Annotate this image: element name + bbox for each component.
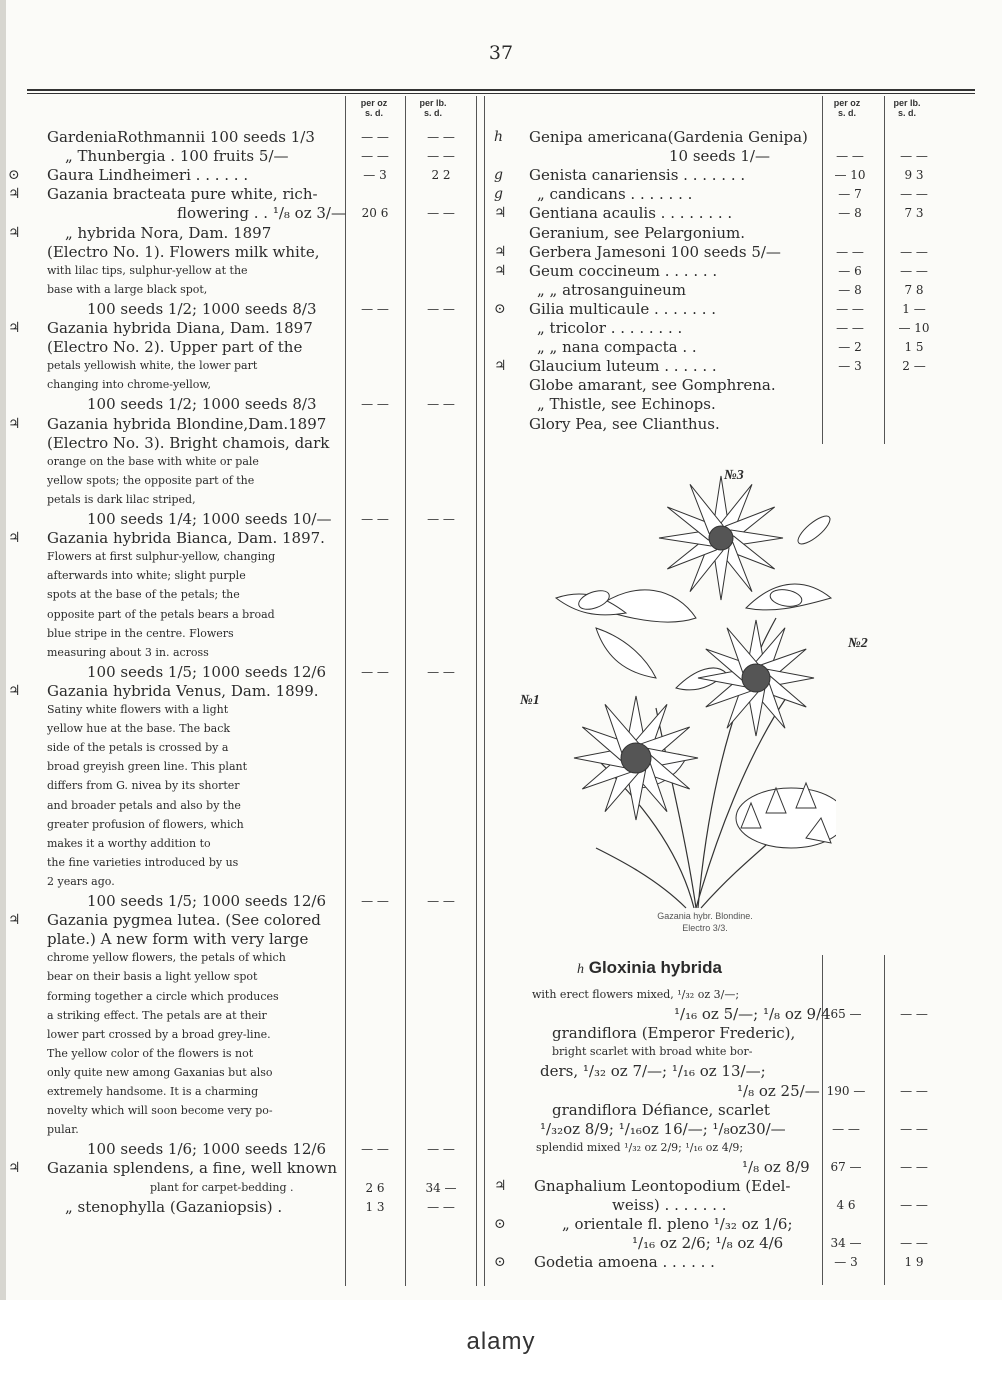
right-oz-header: per oz s. d. bbox=[833, 98, 861, 118]
price-per-oz: — 3 bbox=[363, 168, 387, 183]
entry-text: and broader petals and also by the bbox=[47, 798, 241, 812]
price-per-oz: — 2 bbox=[838, 340, 862, 355]
life-cycle-symbol: g bbox=[494, 186, 503, 203]
price-per-lb: — — bbox=[900, 1007, 928, 1022]
price-per-oz: — 10 bbox=[834, 168, 866, 183]
life-cycle-symbol: ♃ bbox=[494, 262, 507, 279]
life-cycle-symbol: ⊙ bbox=[8, 167, 20, 184]
entry-text: ¹/₈ oz 25/— bbox=[737, 1081, 820, 1100]
entry-text: „ stenophylla (Gazaniopsis) . bbox=[65, 1197, 283, 1216]
entry-text: plant for carpet-bedding . bbox=[150, 1180, 294, 1194]
entry-text: „ Thistle, see Echinops. bbox=[537, 395, 716, 414]
rule bbox=[345, 96, 346, 1286]
entry-text: extremely handsome. It is a charming bbox=[47, 1085, 259, 1098]
entry-text: Gazania bracteata pure white, rich- bbox=[47, 185, 318, 204]
header-rule bbox=[27, 89, 975, 91]
price-per-lb: 1 5 bbox=[904, 340, 924, 355]
entry-text: „ „ nana compacta . . bbox=[537, 338, 697, 357]
entry-text: 100 seeds 1/5; 1000 seeds 12/6 bbox=[87, 892, 327, 910]
price-per-oz: — — bbox=[836, 149, 864, 164]
price-per-lb: 9 3 bbox=[904, 168, 924, 183]
entry-text: bright scarlet with broad white bor- bbox=[552, 1045, 753, 1059]
price-per-lb: 2 2 bbox=[431, 168, 451, 183]
price-per-oz: 4 6 bbox=[836, 1198, 856, 1213]
life-cycle-symbol: ♃ bbox=[8, 186, 21, 203]
entry-text: Gazania hybrida Diana, Dam. 1897 bbox=[47, 319, 313, 337]
entry-text: Gazania pygmea lutea. (See colored bbox=[47, 911, 321, 930]
entry-text: „ Thunbergia . 100 fruits 5/— bbox=[65, 147, 289, 166]
entry-text: Globe amarant, see Gomphrena. bbox=[529, 376, 776, 395]
entry-text: bear on their basis a light yellow spot bbox=[47, 970, 258, 984]
illustration-caption: Gazania hybr. Blondine. Electro 3/3. bbox=[657, 911, 753, 933]
entry-text: orange on the base with white or pale bbox=[47, 454, 259, 468]
illustration-label-1: №1 bbox=[520, 693, 540, 708]
entry-text: grandiflora (Emperor Frederic), bbox=[552, 1024, 796, 1043]
price-per-lb: — — bbox=[900, 1159, 928, 1174]
rule bbox=[484, 96, 485, 1286]
entry-text: the fine varieties introduced by us bbox=[47, 855, 239, 869]
entry-text: (Electro No. 2). Upper part of the bbox=[47, 338, 303, 357]
price-per-oz: 67 — bbox=[830, 1159, 862, 1174]
price-per-lb: — — bbox=[427, 397, 455, 412]
entry-text: changing into chrome-yellow, bbox=[47, 378, 211, 392]
entry-text: Gentiana acaulis . . . . . . . . bbox=[529, 204, 733, 223]
price-per-lb: — — bbox=[900, 1083, 928, 1098]
price-per-oz: — — bbox=[361, 512, 389, 526]
entry-text: petals is dark lilac striped, bbox=[47, 492, 196, 506]
price-per-lb: — — bbox=[900, 1198, 928, 1213]
price-per-oz: — 3 bbox=[834, 1255, 858, 1270]
price-per-lb: — 10 bbox=[898, 321, 930, 335]
price-per-lb: — — bbox=[427, 130, 455, 144]
price-per-lb: 7 8 bbox=[904, 282, 924, 297]
price-per-oz: 34 — bbox=[830, 1236, 862, 1251]
price-per-oz: — — bbox=[836, 301, 864, 316]
entry-text: yellow hue at the base. The back bbox=[47, 722, 231, 736]
life-cycle-symbol: ♃ bbox=[8, 415, 21, 432]
entry-text: Gazania splendens, a fine, well known bbox=[47, 1159, 338, 1178]
entry-text: petals yellowish white, the lower part bbox=[47, 359, 258, 373]
right-lb-header: per lb. s. d. bbox=[893, 98, 921, 118]
price-per-lb: — — bbox=[900, 187, 928, 202]
entry-text: splendid mixed ¹/₃₂ oz 2/9; ¹/₁₆ oz 4/9; bbox=[536, 1140, 744, 1154]
entry-text: 100 seeds 1/2; 1000 seeds 8/3 bbox=[87, 395, 317, 414]
price-per-lb: 1 — bbox=[902, 301, 926, 316]
entry-text: weiss) . . . . . . . bbox=[612, 1196, 727, 1215]
entry-text: a striking effect. The petals are at their bbox=[47, 1008, 267, 1022]
price-per-lb: — — bbox=[900, 1236, 928, 1251]
entry-text: Glory Pea, see Clianthus. bbox=[529, 414, 720, 433]
header-rule-thin bbox=[27, 93, 975, 94]
entry-text: broad greyish green line. This plant bbox=[47, 760, 248, 774]
entry-text: ¹/₁₆ oz 2/6; ¹/₈ oz 4/6 bbox=[632, 1234, 784, 1253]
entry-text: 100 seeds 1/5; 1000 seeds 12/6 bbox=[87, 662, 327, 681]
entry-text: 2 years ago. bbox=[47, 874, 115, 888]
entry-text: makes it a worthy addition to bbox=[47, 836, 211, 850]
entry-text: (Electro No. 3). Bright chamois, dark bbox=[47, 433, 330, 452]
entry-text: „ orientale fl. pleno ¹/₃₂ oz 1/6; bbox=[562, 1215, 793, 1234]
illustration-label-3: №3 bbox=[724, 468, 744, 483]
entry-text: ¹/₈ oz 8/9 bbox=[742, 1157, 810, 1176]
price-per-oz: — — bbox=[361, 397, 389, 412]
entry-text: Godetia amoena . . . . . . bbox=[534, 1253, 715, 1272]
entry-text: lower part crossed by a broad grey-line. bbox=[47, 1027, 271, 1041]
small-plant bbox=[736, 783, 836, 848]
life-cycle-symbol: ♃ bbox=[8, 530, 21, 547]
price-per-oz: — 6 bbox=[838, 263, 862, 278]
life-cycle-symbol: ♃ bbox=[8, 224, 21, 241]
life-cycle-symbol: ⊙ bbox=[494, 1254, 506, 1271]
life-cycle-symbol: ♃ bbox=[8, 682, 21, 699]
gazania-illustration bbox=[536, 458, 836, 914]
flower-no2 bbox=[698, 620, 814, 736]
entry-text: Genista canariensis . . . . . . . bbox=[529, 166, 746, 185]
gloxinia-heading: h Gloxinia hybrida bbox=[577, 958, 722, 977]
price-per-lb: — — bbox=[900, 149, 928, 164]
entry-text: measuring about 3 in. across bbox=[47, 645, 209, 659]
price-per-oz: — 8 bbox=[838, 282, 862, 297]
entry-text: spots at the base of the petals; the bbox=[47, 588, 240, 602]
life-cycle-symbol: ♃ bbox=[494, 205, 507, 222]
price-per-lb: — — bbox=[427, 1199, 455, 1214]
entry-text: 100 seeds 1/2; 1000 seeds 8/3 bbox=[87, 299, 317, 318]
entry-text: „ „ atrosanguineum bbox=[537, 280, 687, 299]
entry-text: Gazania hybrida Blondine,Dam.1897 bbox=[47, 414, 327, 433]
entry-text: Flowers at first sulphur-yellow, changing bbox=[47, 550, 276, 564]
entry-text: flowering . . ¹/₈ oz 3/— bbox=[177, 204, 346, 223]
price-per-lb: 7 3 bbox=[904, 206, 924, 221]
entry-text: Satiny white flowers with a light bbox=[47, 703, 229, 716]
life-cycle-symbol: g bbox=[494, 167, 503, 184]
entry-text: „ hybrida Nora, Dam. 1897 bbox=[65, 223, 272, 242]
life-cycle-symbol: ⊙ bbox=[494, 1216, 506, 1233]
flower-no1 bbox=[574, 696, 698, 820]
price-per-lb: — — bbox=[900, 263, 928, 278]
price-per-oz: 2 6 bbox=[365, 1180, 385, 1195]
price-per-oz: — 7 bbox=[838, 187, 862, 202]
flower-no3 bbox=[659, 476, 783, 600]
life-cycle-symbol: h bbox=[494, 129, 504, 145]
price-per-oz: 1 3 bbox=[365, 1199, 385, 1214]
price-per-oz: — 8 bbox=[838, 206, 862, 221]
entry-text: Gaura Lindheimeri . . . . . . bbox=[47, 166, 249, 185]
price-per-lb: — — bbox=[900, 1121, 928, 1136]
price-per-lb: 1 9 bbox=[904, 1255, 924, 1270]
price-per-oz: 20 6 bbox=[361, 206, 389, 221]
entry-text: Gazania hybrida Bianca, Dam. 1897. bbox=[47, 529, 325, 548]
price-per-oz: — — bbox=[832, 1121, 860, 1136]
entry-text: ¹/₁₆ oz 5/—; ¹/₈ oz 9/4 bbox=[674, 1005, 831, 1024]
entry-text: 10 seeds 1/— bbox=[669, 147, 770, 166]
price-per-lb: — — bbox=[427, 894, 455, 908]
entry-text: The yellow color of the flowers is not bbox=[47, 1046, 254, 1060]
rule bbox=[476, 96, 477, 1286]
left-oz-header: per oz s. d. bbox=[360, 98, 388, 118]
entry-text: with erect flowers mixed, ¹/₃₂ oz 3/—; bbox=[532, 988, 740, 1001]
price-per-lb: 2 — bbox=[902, 359, 926, 374]
entry-text: GardeniaRothmannii 100 seeds 1/3 bbox=[47, 128, 315, 146]
price-per-lb: — — bbox=[427, 301, 455, 316]
entry-text: Gazania hybrida Venus, Dam. 1899. bbox=[47, 681, 319, 700]
stem bbox=[596, 848, 686, 908]
leaf bbox=[596, 628, 656, 678]
price-per-oz: — — bbox=[361, 1142, 389, 1157]
life-cycle-symbol: ♃ bbox=[494, 1178, 507, 1194]
illustration-label-2: №2 bbox=[848, 636, 868, 651]
life-cycle-symbol: ♃ bbox=[494, 358, 507, 375]
entry-text: afterwards into white; slight purple bbox=[47, 569, 246, 583]
entry-text: Geranium, see Pelargonium. bbox=[529, 223, 746, 242]
entry-text: Gnaphalium Leontopodium (Edel- bbox=[534, 1177, 791, 1195]
entry-text: Gilia multicaule . . . . . . . bbox=[529, 299, 717, 318]
entry-text: Geum coccineum . . . . . . bbox=[529, 261, 718, 280]
price-per-lb: — — bbox=[427, 664, 455, 679]
watermark: alamy bbox=[466, 1328, 536, 1355]
entry-text: grandiflora Défiance, scarlet bbox=[552, 1100, 770, 1119]
price-per-oz: 190 — bbox=[826, 1083, 866, 1098]
price-per-oz: — 3 bbox=[838, 359, 862, 374]
price-per-lb: — — bbox=[427, 206, 455, 221]
left-lb-header: per lb. s. d. bbox=[419, 98, 447, 118]
entry-text: differs from G. nivea by its shorter bbox=[47, 779, 240, 793]
price-per-oz: — — bbox=[836, 244, 864, 259]
page-number: 37 bbox=[488, 42, 514, 64]
price-per-lb: — — bbox=[900, 244, 928, 259]
entry-text: chrome yellow flowers, the petals of which bbox=[47, 951, 286, 965]
life-cycle-symbol: ⊙ bbox=[494, 300, 506, 317]
entry-text: with lilac tips, sulphur-yellow at the bbox=[47, 263, 248, 277]
life-cycle-symbol: ♃ bbox=[494, 243, 507, 260]
price-per-oz: — — bbox=[361, 149, 389, 164]
entry-text: 100 seeds 1/4; 1000 seeds 10/— bbox=[87, 510, 332, 528]
entry-text: blue stripe in the centre. Flowers bbox=[47, 626, 234, 640]
page-edge bbox=[0, 0, 6, 1300]
price-per-oz: — — bbox=[836, 321, 864, 335]
rule bbox=[884, 96, 885, 444]
entry-text: ders, ¹/₃₂ oz 7/—; ¹/₁₆ oz 13/—; bbox=[540, 1062, 766, 1081]
entry-text: Gerbera Jamesoni 100 seeds 5/— bbox=[529, 242, 781, 261]
entry-text: „ tricolor . . . . . . . . bbox=[537, 319, 683, 337]
price-per-lb: 34 — bbox=[425, 1180, 457, 1195]
life-cycle-symbol: ♃ bbox=[8, 912, 21, 929]
entry-text: greater profusion of flowers, which bbox=[47, 817, 244, 831]
price-per-oz: — — bbox=[361, 664, 389, 679]
entry-text: base with a large black spot, bbox=[47, 282, 208, 296]
entry-text: (Electro No. 1). Flowers milk white, bbox=[47, 242, 320, 261]
price-per-lb: — — bbox=[427, 512, 455, 526]
entry-text: pular. bbox=[47, 1123, 79, 1137]
entry-text: novelty which will soon become very po- bbox=[47, 1104, 273, 1118]
price-per-oz: 65 — bbox=[830, 1007, 862, 1022]
life-cycle-symbol: ♃ bbox=[8, 1160, 21, 1177]
entry-text: 100 seeds 1/6; 1000 seeds 12/6 bbox=[87, 1140, 327, 1159]
entry-text: yellow spots; the opposite part of the bbox=[47, 473, 255, 487]
price-per-oz: — — bbox=[361, 130, 389, 144]
price-per-oz: — — bbox=[361, 301, 389, 316]
price-per-oz: — — bbox=[361, 894, 389, 908]
entry-text: Genipa americana(Gardenia Genipa) bbox=[529, 128, 808, 146]
life-cycle-symbol: ♃ bbox=[8, 320, 21, 336]
rule bbox=[884, 955, 885, 1285]
rule bbox=[405, 96, 406, 1286]
entry-text: „ candicans . . . . . . . bbox=[537, 185, 693, 204]
entry-text: Glaucium luteum . . . . . . bbox=[529, 357, 717, 376]
entry-text: opposite part of the petals bears a broad bbox=[47, 607, 275, 621]
entry-text: ¹/₃₂oz 8/9; ¹/₁₆oz 16/—; ¹/₈oz30/— bbox=[540, 1119, 786, 1138]
entry-text: forming together a circle which produces bbox=[47, 989, 279, 1003]
price-per-lb: — — bbox=[427, 1142, 455, 1157]
entry-text: only quite new among Gaxanias but also bbox=[47, 1065, 273, 1079]
entry-text: plate.) A new form with very large bbox=[47, 930, 309, 949]
price-per-lb: — — bbox=[427, 149, 455, 164]
entry-text: side of the petals is crossed by a bbox=[47, 741, 229, 755]
